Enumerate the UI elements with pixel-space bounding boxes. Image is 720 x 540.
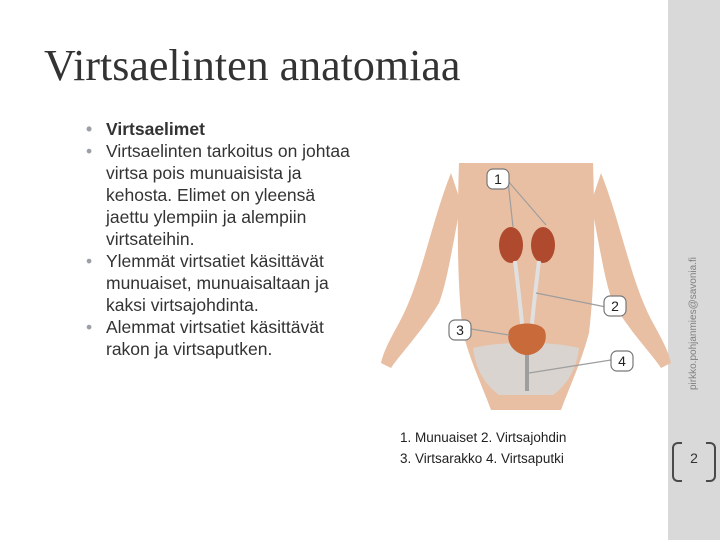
slide-title: Virtsaelinten anatomiaa <box>44 41 461 90</box>
figure-caption <box>400 427 660 469</box>
svg-text:1: 1 <box>494 171 502 187</box>
figure-label-1 <box>487 169 509 189</box>
svg-text:3: 3 <box>456 322 464 338</box>
watermark-text: pirkko.pohjanmies@savonia.fi <box>688 257 699 390</box>
right-kidney <box>531 227 555 263</box>
page-number-box <box>672 438 716 482</box>
bullet-list <box>84 118 354 360</box>
page-number: 2 <box>690 450 698 466</box>
figure-label-3 <box>449 320 471 340</box>
bullet-item: • Alemmat virtsatiet käsittävät rakon ja virtsaputken. <box>84 316 354 360</box>
bullet-item: • Virtsaelimet <box>84 118 354 140</box>
svg-text:2: 2 <box>611 298 619 314</box>
figure-label-2 <box>604 296 626 316</box>
bullet-item: • Ylemmät virtsatiet käsittävät munuaiset, munuaisaltaan ja kaksi virtsajohdinta. <box>84 250 354 316</box>
figure-label-4 <box>611 351 633 371</box>
caption-line: 1. Munuaiset 2. Virtsajohdin <box>400 430 567 445</box>
left-kidney <box>499 227 523 263</box>
caption-line: 3. Virtsarakko 4. Virtsaputki <box>400 451 564 466</box>
svg-text:4: 4 <box>618 353 626 369</box>
bullet-item: • Virtsaelinten tarkoitus on johtaa virtsa pois munuaisista ja kehosta. Elimet on yleensä jaettu ylempiin ja alempiin virtsateihin. <box>84 140 354 250</box>
urinary-system-illustration <box>381 163 671 410</box>
